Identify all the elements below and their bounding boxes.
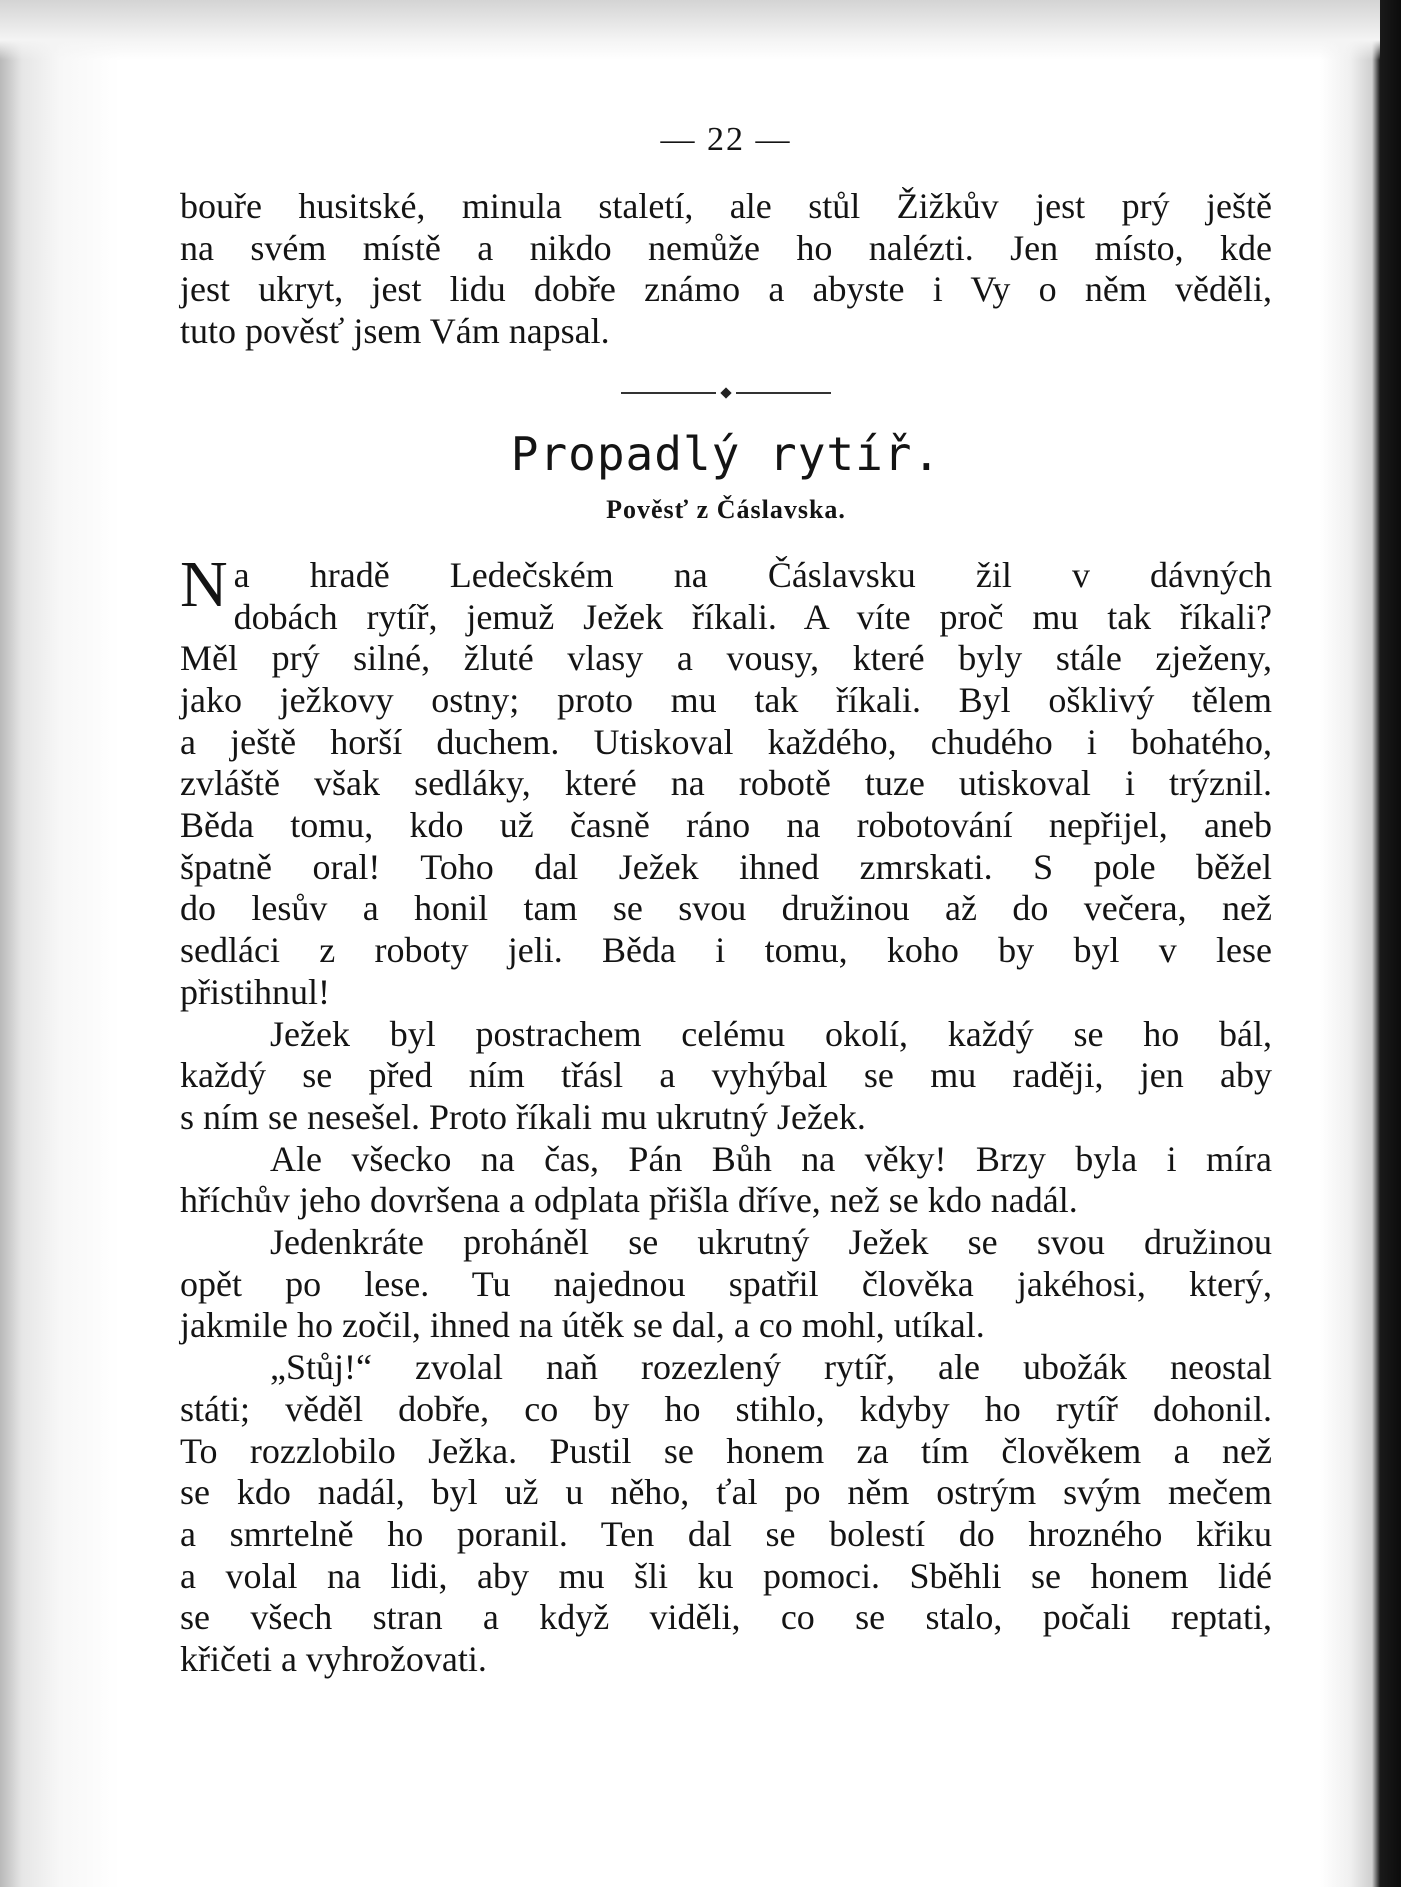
text-line: zvláště však sedláky, které na robotě tuze utiskoval i trýznil.: [180, 763, 1272, 804]
text-line: a hradě Ledečském na Čáslavsku žil v dávných: [233, 554, 1272, 595]
story-subtitle: Pověsť z Čáslavska.: [606, 494, 846, 524]
story-title: Propadlý rytíř.: [510, 426, 942, 481]
text-line: Ale všecko na čas, Pán Bůh na věky! Brzy byla i míra: [270, 1138, 1272, 1179]
text-line: se všech stran a když viděli, co se stalo, počali reptati,: [180, 1597, 1272, 1638]
text-line: do lesův a honil tam se svou družinou až do večera, než: [180, 888, 1272, 929]
story-body: [180, 547, 1272, 1681]
text-line: hříchův jeho dovršena a odplata přišla dříve, než se kdo nadál.: [180, 1180, 1078, 1221]
text-line: a volal na lidi, aby mu šli ku pomoci. Sběhli se honem lidé: [180, 1555, 1272, 1596]
page-number: — 22 —: [660, 121, 792, 158]
text-line: a smrtelně ho poranil. Ten dal se bolestí do hrozného křiku: [180, 1513, 1272, 1554]
text-line: Měl prý silné, žluté vlasy a vousy, které byly stále zježeny,: [180, 638, 1272, 679]
story-paragraph: [180, 1347, 1272, 1681]
divider-line: [736, 392, 831, 394]
story-paragraph: [180, 547, 1272, 1014]
text-line: křičeti a vyhrožovati.: [180, 1639, 487, 1680]
text-line: na svém místě a nikdo nemůže ho nalézti. Jen místo, kde: [180, 227, 1272, 268]
text-line: špatně oral! Toho dal Ježek ihned zmrskati. S pole běžel: [180, 846, 1272, 887]
text-line: „Stůj!“ zvolal naň rozezlený rytíř, ale ubožák neostal: [270, 1347, 1272, 1388]
text-line: a ještě horší duchem. Utiskoval každého, chudého i bohatého,: [180, 721, 1272, 762]
text-line: jest ukryt, jest lidu dobře známo a abyste i Vy o něm věděli,: [180, 269, 1272, 310]
text-line: přistihnul!: [180, 971, 330, 1012]
text-line: Běda tomu, kdo už časně ráno na robotování nepřijel, aneb: [180, 805, 1272, 846]
story-paragraph: [180, 1222, 1272, 1347]
divider-line: [621, 392, 716, 394]
text-line: sedláci z roboty jeli. Běda i tomu, koho by byl v lese: [180, 930, 1272, 971]
text-line: jakmile ho zočil, ihned na útěk se dal, a co mohl, utíkal.: [180, 1305, 985, 1346]
story-paragraph: [180, 1014, 1272, 1139]
text-line: státi; věděl dobře, co by ho stihlo, kdyby ho rytíř dohonil.: [180, 1388, 1272, 1429]
text-line: opět po lese. Tu najednou spatřil člověka jakéhosi, který,: [180, 1263, 1272, 1304]
scan-shadow: [0, 0, 1380, 60]
section-divider: [180, 383, 1272, 403]
story-paragraph: [180, 1139, 1272, 1222]
text-line: bouře husitské, minula staletí, ale stůl Žižkův jest prý ještě: [180, 186, 1272, 226]
text-line: To rozzlobilo Ježka. Pustil se honem za tím člověkem a než: [180, 1430, 1272, 1471]
text-line: jako ježkovy ostny; proto mu tak říkali. Byl ošklivý tělem: [180, 679, 1272, 720]
text-line: s ním se nesešel. Proto říkali mu ukrutný Ježek.: [180, 1096, 866, 1137]
text-line: každý se před ním třásl a vyhýbal se mu raději, jen aby: [180, 1055, 1272, 1096]
drop-cap: N: [180, 547, 228, 621]
text-line: Jedenkráte proháněl se ukrutný Ježek se svou družinou: [270, 1222, 1272, 1263]
text-line: se kdo nadál, byl už u něho, ťal po něm ostrým svým mečem: [180, 1472, 1272, 1513]
book-page: [180, 118, 1272, 1681]
diamond-ornament-icon: [720, 387, 731, 398]
text-line: dobách rytíř, jemuž Ježek říkali. A víte proč mu tak říkali?: [233, 596, 1272, 637]
text-line: Ježek byl postrachem celému okolí, každý se ho bál,: [270, 1013, 1272, 1054]
text-line: tuto pověsť jsem Vám napsal.: [180, 311, 610, 352]
intro-paragraph: [180, 186, 1272, 353]
